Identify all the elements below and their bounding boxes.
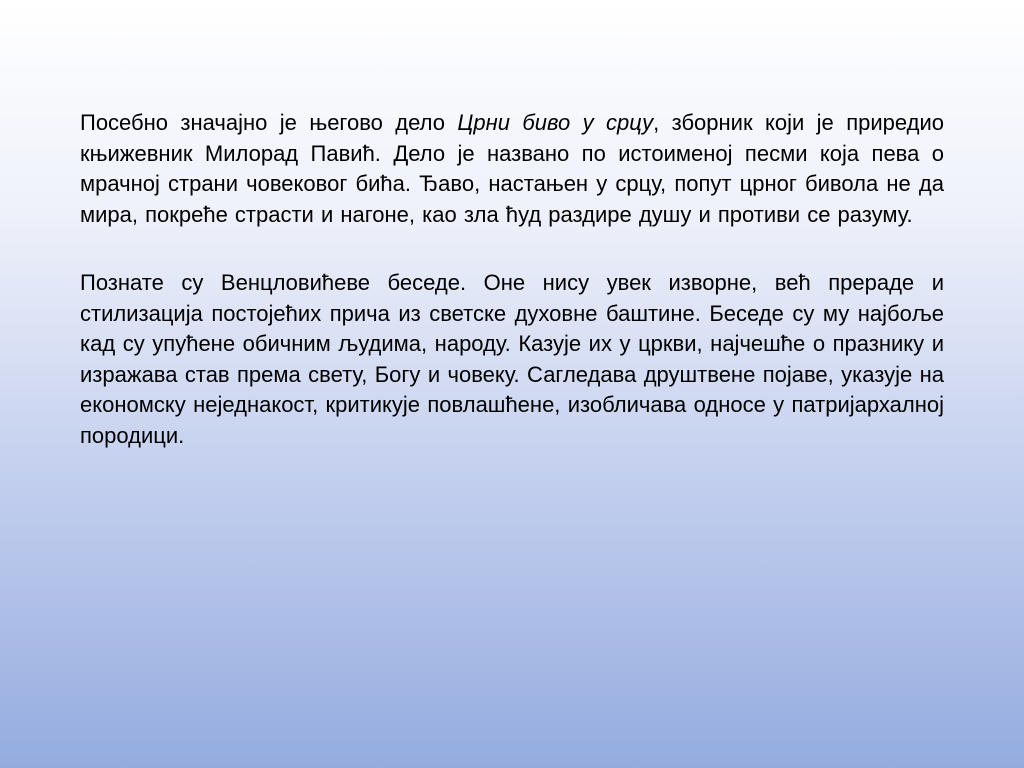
paragraph-1-text-end: , зборник који је приредио књижевник Милорад Павић. Дело је названо по истоименој песми која пева о мрачној страни човековог бића. Ђаво, настањен у срцу, попут црног бивола не да мира, покреће страсти и нагоне, као зла ћуд раздире душу и противи се разуму. <box>80 110 944 227</box>
book-title-italic: Црни биво у срцу <box>457 110 654 135</box>
paragraph-1 <box>80 108 944 230</box>
paragraph-2: Познате су Венцловићеве беседе. Оне нису увек изворне, већ прераде и стилизација постојећих прича из светске духовне баштине. Беседе су му најбоље кад су упућене обичним људима, народу. Казује их у цркви, најчешће о празнику и изражава став према свету, Богу и човеку. Сагледава друштвене појаве, указује на економску неједнакост, критикује повлашћене, изобличава односе у патријархалној породици. <box>80 270 944 448</box>
paragraph-1-text-start: Посебно значајно је његово дело <box>80 110 458 135</box>
slide-body <box>80 108 944 451</box>
